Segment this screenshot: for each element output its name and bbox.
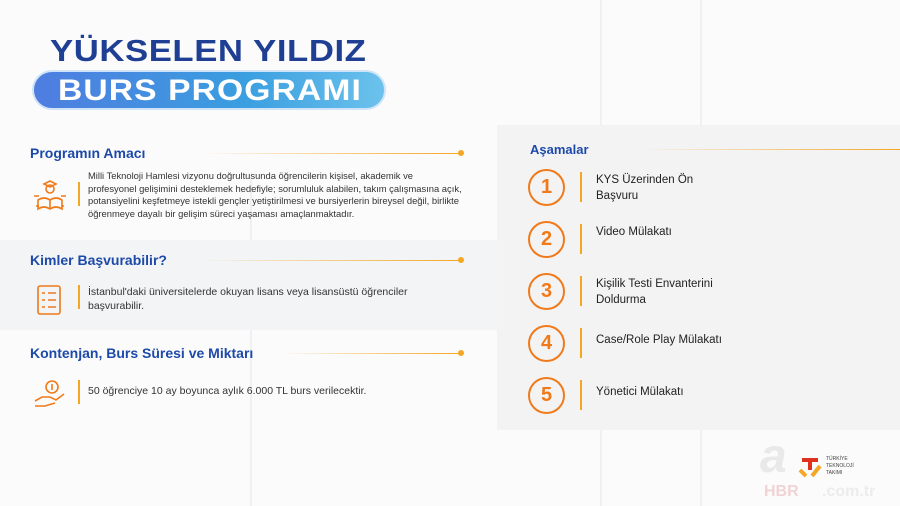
- stage-label: Case/Role Play Mülakatı: [596, 334, 722, 346]
- svg-text:HBR: HBR: [764, 483, 799, 500]
- section-text-amac: Milli Teknoloji Hamlesi vizyonu doğrultusunda öğrencilerin kişisel, akademik ve profesyonel gelişimini desteklemek hedefiyle; sorumluluk alabilen, takım çalışmasına açık, potansiyelini keşfetmeye istekli gençler yetiştirilmesi ve bursiyerlerin bireysel değil, birlikte öğrenmeye dayalı bir gelişim süreci yaşaması amaçlanmaktadır.: [88, 170, 462, 219]
- title-line1: YÜKSELEN YILDIZ: [50, 33, 367, 68]
- title-line2: BURS PROGRAMI: [58, 74, 362, 107]
- stage-number: 2: [528, 221, 565, 258]
- money-hand-icon: [32, 375, 68, 411]
- stages-title: Aşamalar: [530, 142, 589, 157]
- graduate-book-icon: [32, 178, 68, 214]
- title-pill: [32, 70, 386, 110]
- stage-item: [528, 325, 888, 365]
- section-text-kimler: İstanbul'daki üniversitelerde okuyan lisans veya lisansüstü öğrenciler başvurabilir.: [88, 286, 408, 312]
- ahaber-ttt-logo: [760, 430, 900, 500]
- section-title-kimler: Kimler Başvurabilir?: [30, 252, 167, 268]
- section-text-kontenjan: 50 öğrenciye 10 ay boyunca aylık 6.000 TL burs verilecektir.: [88, 385, 367, 397]
- stage-number: 4: [528, 325, 565, 362]
- stage-label: KYS Üzerinden Ön Başvuru: [596, 174, 694, 202]
- stage-item: [528, 221, 888, 261]
- stage-label: Kişilik Testi Envanterini Doldurma: [596, 278, 713, 306]
- svg-text:TEKNOLOJİ: TEKNOLOJİ: [826, 463, 854, 469]
- section-title-amac: Programın Amacı: [30, 145, 146, 161]
- stage-item: [528, 273, 888, 313]
- stage-label: Video Mülakatı: [596, 226, 672, 238]
- svg-text:.com.tr: .com.tr: [822, 483, 876, 500]
- stage-label: Yönetici Mülakatı: [596, 386, 684, 398]
- svg-text:TAKIMI: TAKIMI: [826, 470, 843, 476]
- stage-number: 5: [528, 377, 565, 414]
- stage-item: [528, 377, 888, 417]
- stage-number: 1: [528, 169, 565, 206]
- section-title-kontenjan: Kontenjan, Burs Süresi ve Miktarı: [30, 345, 254, 361]
- document-checklist-icon: [32, 282, 68, 318]
- stage-item: [528, 169, 888, 209]
- svg-text:a: a: [760, 430, 787, 483]
- svg-text:TÜRKİYE: TÜRKİYE: [826, 456, 848, 462]
- stage-number: 3: [528, 273, 565, 310]
